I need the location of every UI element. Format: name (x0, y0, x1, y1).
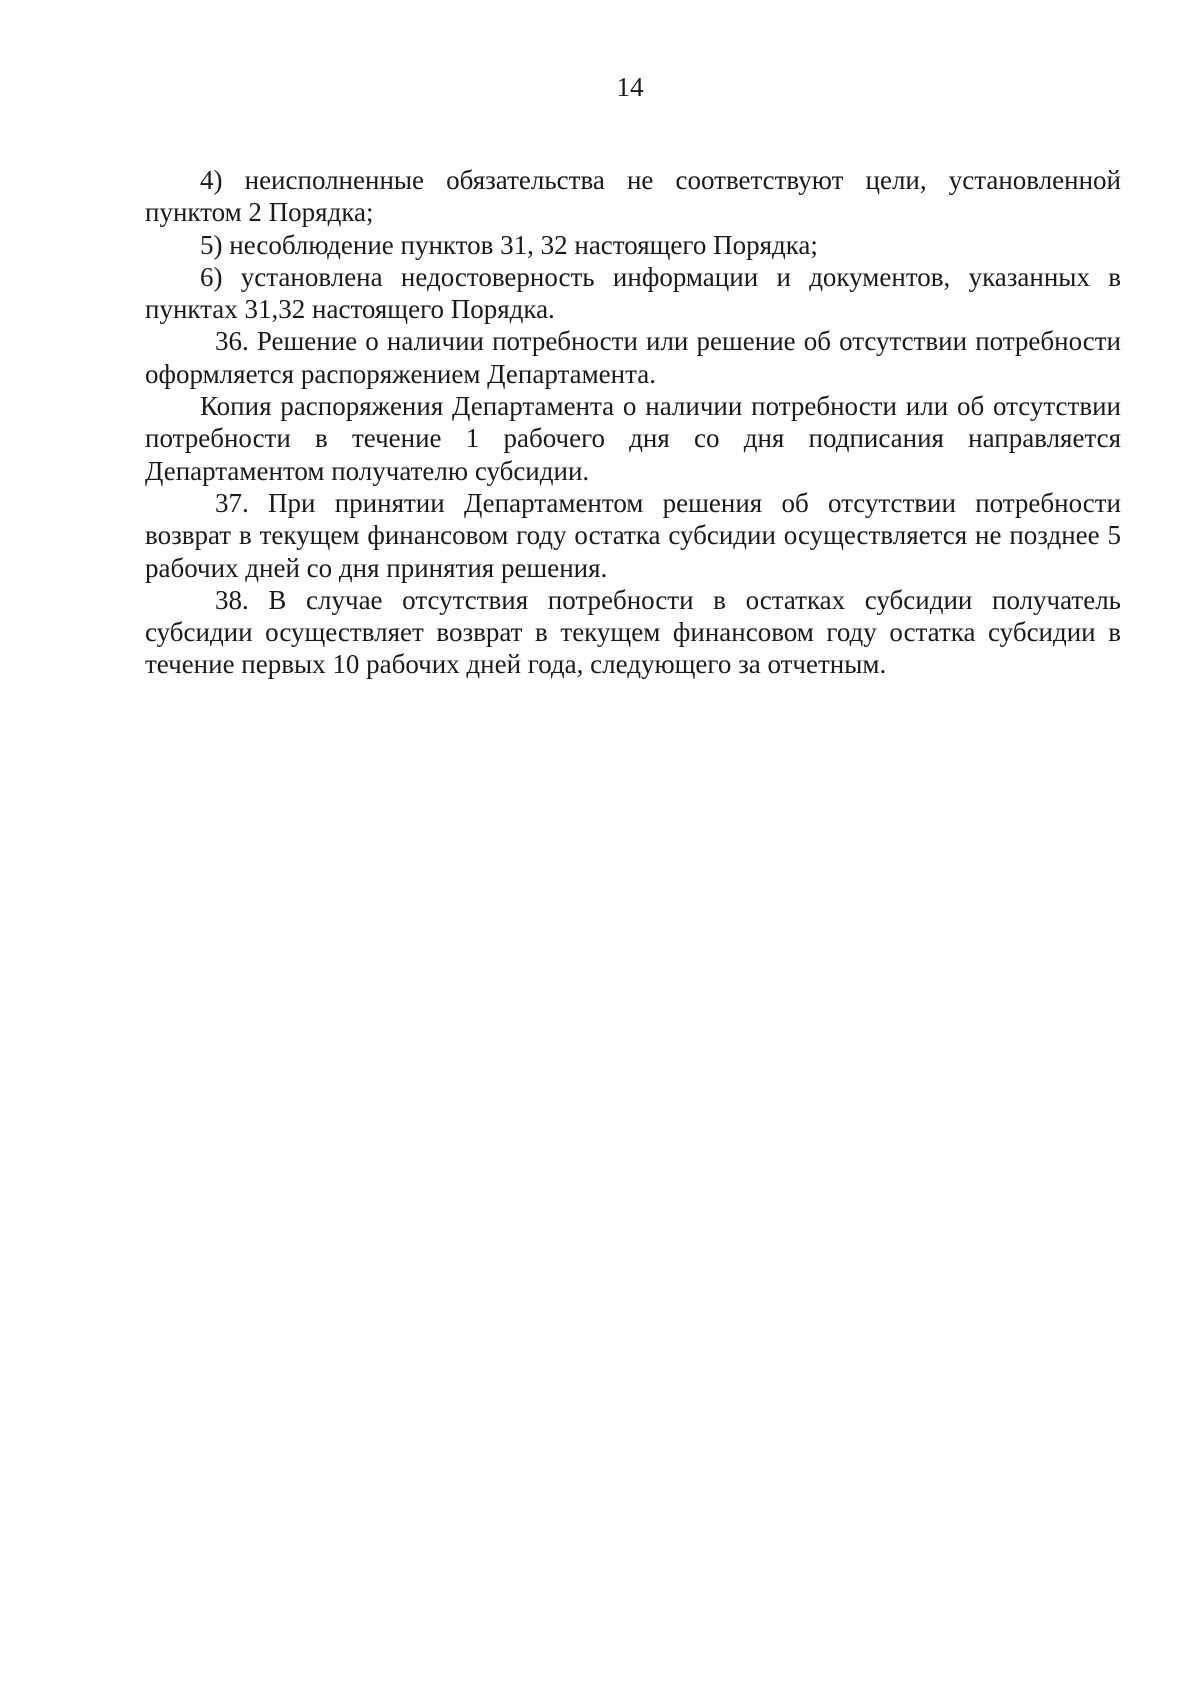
paragraph-item-5: 5) несоблюдение пунктов 31, 32 настоящего Порядка; (200, 229, 818, 260)
paragraph-item-6: 6) установлена недостоверность информации и документов, указанных в пунктах 31,32 настоящего Порядка. (145, 261, 1121, 325)
paragraph-36: 36. Решение о наличии потребности или решение об отсутствии потребности оформляется распоряжением Департамента. (145, 326, 1121, 389)
page-number: 14 (616, 72, 644, 102)
paragraph-item-4: 4) неисполненные обязательства не соответствуют цели, установленной пунктом 2 Порядка; (145, 165, 1121, 228)
document-body (145, 164, 1121, 681)
paragraph-36-copy: Копия распоряжения Департамента о наличии потребности или об отсутствии потребности в течение 1 рабочего дня со дня подписания направляется Департаментом получателю субсидии. (145, 391, 1121, 486)
paragraph-37: 37. При принятии Департаментом решения об отсутствии потребности возврат в текущем финансовом году остатка субсидии осуществляется не позднее 5 рабочих дней со дня принятия решения. (145, 487, 1121, 583)
paragraph-38: 38. В случае отсутствия потребности в остатках субсидии получатель субсидии осуществляет возврат в текущем финансовом году остатка субсидии в течение первых 10 рабочих дней года, следующего за отчетным. (145, 584, 1121, 680)
